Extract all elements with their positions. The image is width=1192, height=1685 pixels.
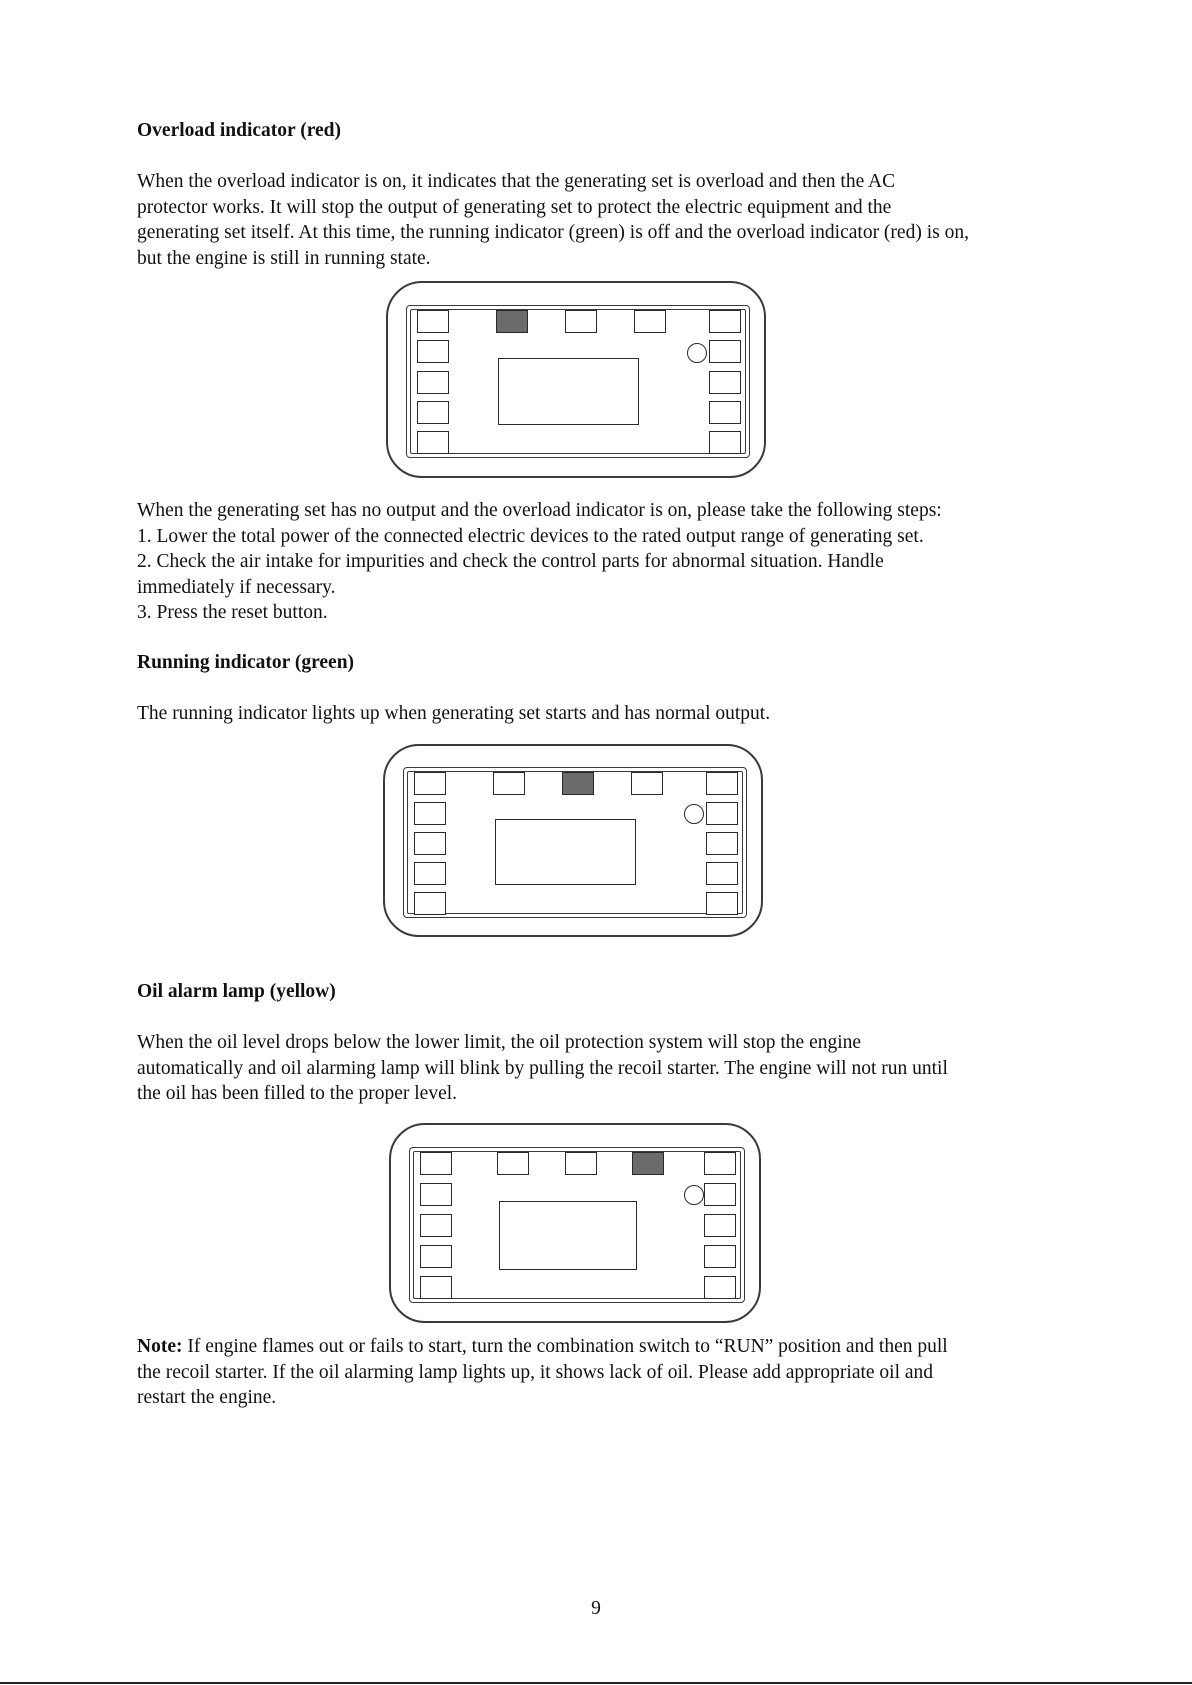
reset-button-icon — [684, 804, 704, 824]
right-indicator-square — [704, 1214, 736, 1237]
indicator-lamp-3 — [634, 310, 666, 333]
indicator-lamp-3 — [631, 772, 663, 795]
overload-heading: Overload indicator (red) — [137, 120, 342, 141]
right-indicator-square — [706, 862, 738, 885]
step-3: 3. Press the reset button. — [137, 602, 328, 623]
left-indicator-square — [417, 371, 449, 394]
running-paragraph — [137, 701, 1072, 727]
running-panel-illustration — [383, 744, 763, 937]
right-indicator-square — [709, 371, 741, 394]
indicator-lamp-1 — [493, 772, 525, 795]
text-line — [137, 1334, 1072, 1360]
text-line: When the overload indicator is on, it indicates that the generating set is overload and then the AC — [137, 171, 896, 192]
overload-steps — [137, 498, 1072, 626]
panel-frame — [409, 1147, 745, 1303]
lit-indicator-lamp — [632, 1152, 664, 1175]
right-indicator-square — [706, 832, 738, 855]
text-line: the recoil starter. If the oil alarming lamp lights up, it shows lack of oil. Please add appropriate oil and — [137, 1361, 934, 1383]
right-indicator-square — [706, 892, 738, 915]
note-label: Note: — [137, 1336, 183, 1357]
right-indicator-square — [709, 340, 741, 363]
right-indicator-square — [706, 772, 738, 795]
left-indicator-square — [414, 892, 446, 915]
right-indicator-square — [709, 431, 741, 454]
reset-button-icon — [687, 343, 707, 363]
lit-indicator-lamp — [562, 772, 594, 795]
note-text: If engine flames out or fails to start, turn the combination switch to “RUN” position and then pull — [182, 1336, 948, 1357]
display-window — [498, 358, 639, 425]
text-line: automatically and oil alarming lamp will blink by pulling the recoil starter. The engine will not run until — [137, 1057, 948, 1079]
left-indicator-square — [414, 772, 446, 795]
text-line: The running indicator lights up when generating set starts and has normal output. — [137, 703, 771, 724]
left-indicator-square — [414, 802, 446, 825]
text-line: protector works. It will stop the output of generating set to protect the electric equipment and the — [137, 196, 892, 218]
text-line: generating set itself. At this time, the running indicator (green) is off and the overload indicator (red) is on, — [137, 222, 969, 243]
right-indicator-square — [704, 1183, 736, 1206]
text-line: but the engine is still in running state. — [137, 247, 431, 269]
left-indicator-square — [420, 1214, 452, 1237]
display-window — [499, 1201, 637, 1270]
oil-paragraph — [137, 1030, 1072, 1107]
left-indicator-square — [420, 1183, 452, 1206]
indicator-lamp-1 — [497, 1152, 529, 1175]
oil-panel-illustration — [389, 1123, 761, 1323]
left-indicator-square — [417, 431, 449, 454]
left-indicator-square — [420, 1245, 452, 1268]
indicator-lamp-2 — [565, 1152, 597, 1175]
text-line: the oil has been filled to the proper level. — [137, 1083, 458, 1104]
page-bottom-rule — [0, 1682, 1192, 1684]
panel-frame — [406, 305, 750, 458]
left-indicator-square — [417, 340, 449, 363]
indicator-lamp-2 — [565, 310, 597, 333]
overload-panel-illustration — [386, 281, 766, 478]
right-indicator-square — [704, 1276, 736, 1299]
left-indicator-square — [420, 1276, 452, 1299]
display-window — [495, 819, 636, 885]
overload-paragraph — [137, 169, 1072, 271]
running-heading: Running indicator (green) — [137, 652, 355, 673]
lit-indicator-lamp — [496, 310, 528, 333]
text-line: When the generating set has no output and the overload indicator is on, please take the following steps: — [137, 500, 942, 521]
right-indicator-square — [704, 1245, 736, 1268]
right-indicator-square — [706, 802, 738, 825]
panel-frame — [403, 767, 747, 918]
right-indicator-square — [709, 401, 741, 424]
step-1: 1. Lower the total power of the connected electric devices to the rated output range of generating set. — [137, 525, 924, 547]
text-line: immediately if necessary. — [137, 576, 336, 598]
left-indicator-square — [420, 1152, 452, 1175]
right-indicator-square — [704, 1152, 736, 1175]
left-indicator-square — [414, 832, 446, 855]
right-indicator-square — [709, 310, 741, 333]
text-line: When the oil level drops below the lower limit, the oil protection system will stop the engine — [137, 1032, 862, 1053]
text-line: restart the engine. — [137, 1387, 277, 1408]
page-number: 9 — [591, 1598, 601, 1619]
left-indicator-square — [417, 401, 449, 424]
reset-button-icon — [684, 1185, 704, 1205]
oil-heading: Oil alarm lamp (yellow) — [137, 981, 336, 1002]
left-indicator-square — [417, 310, 449, 333]
note-paragraph — [137, 1334, 1072, 1411]
step-2: 2. Check the air intake for impurities and check the control parts for abnormal situation. Handle — [137, 551, 884, 572]
left-indicator-square — [414, 862, 446, 885]
